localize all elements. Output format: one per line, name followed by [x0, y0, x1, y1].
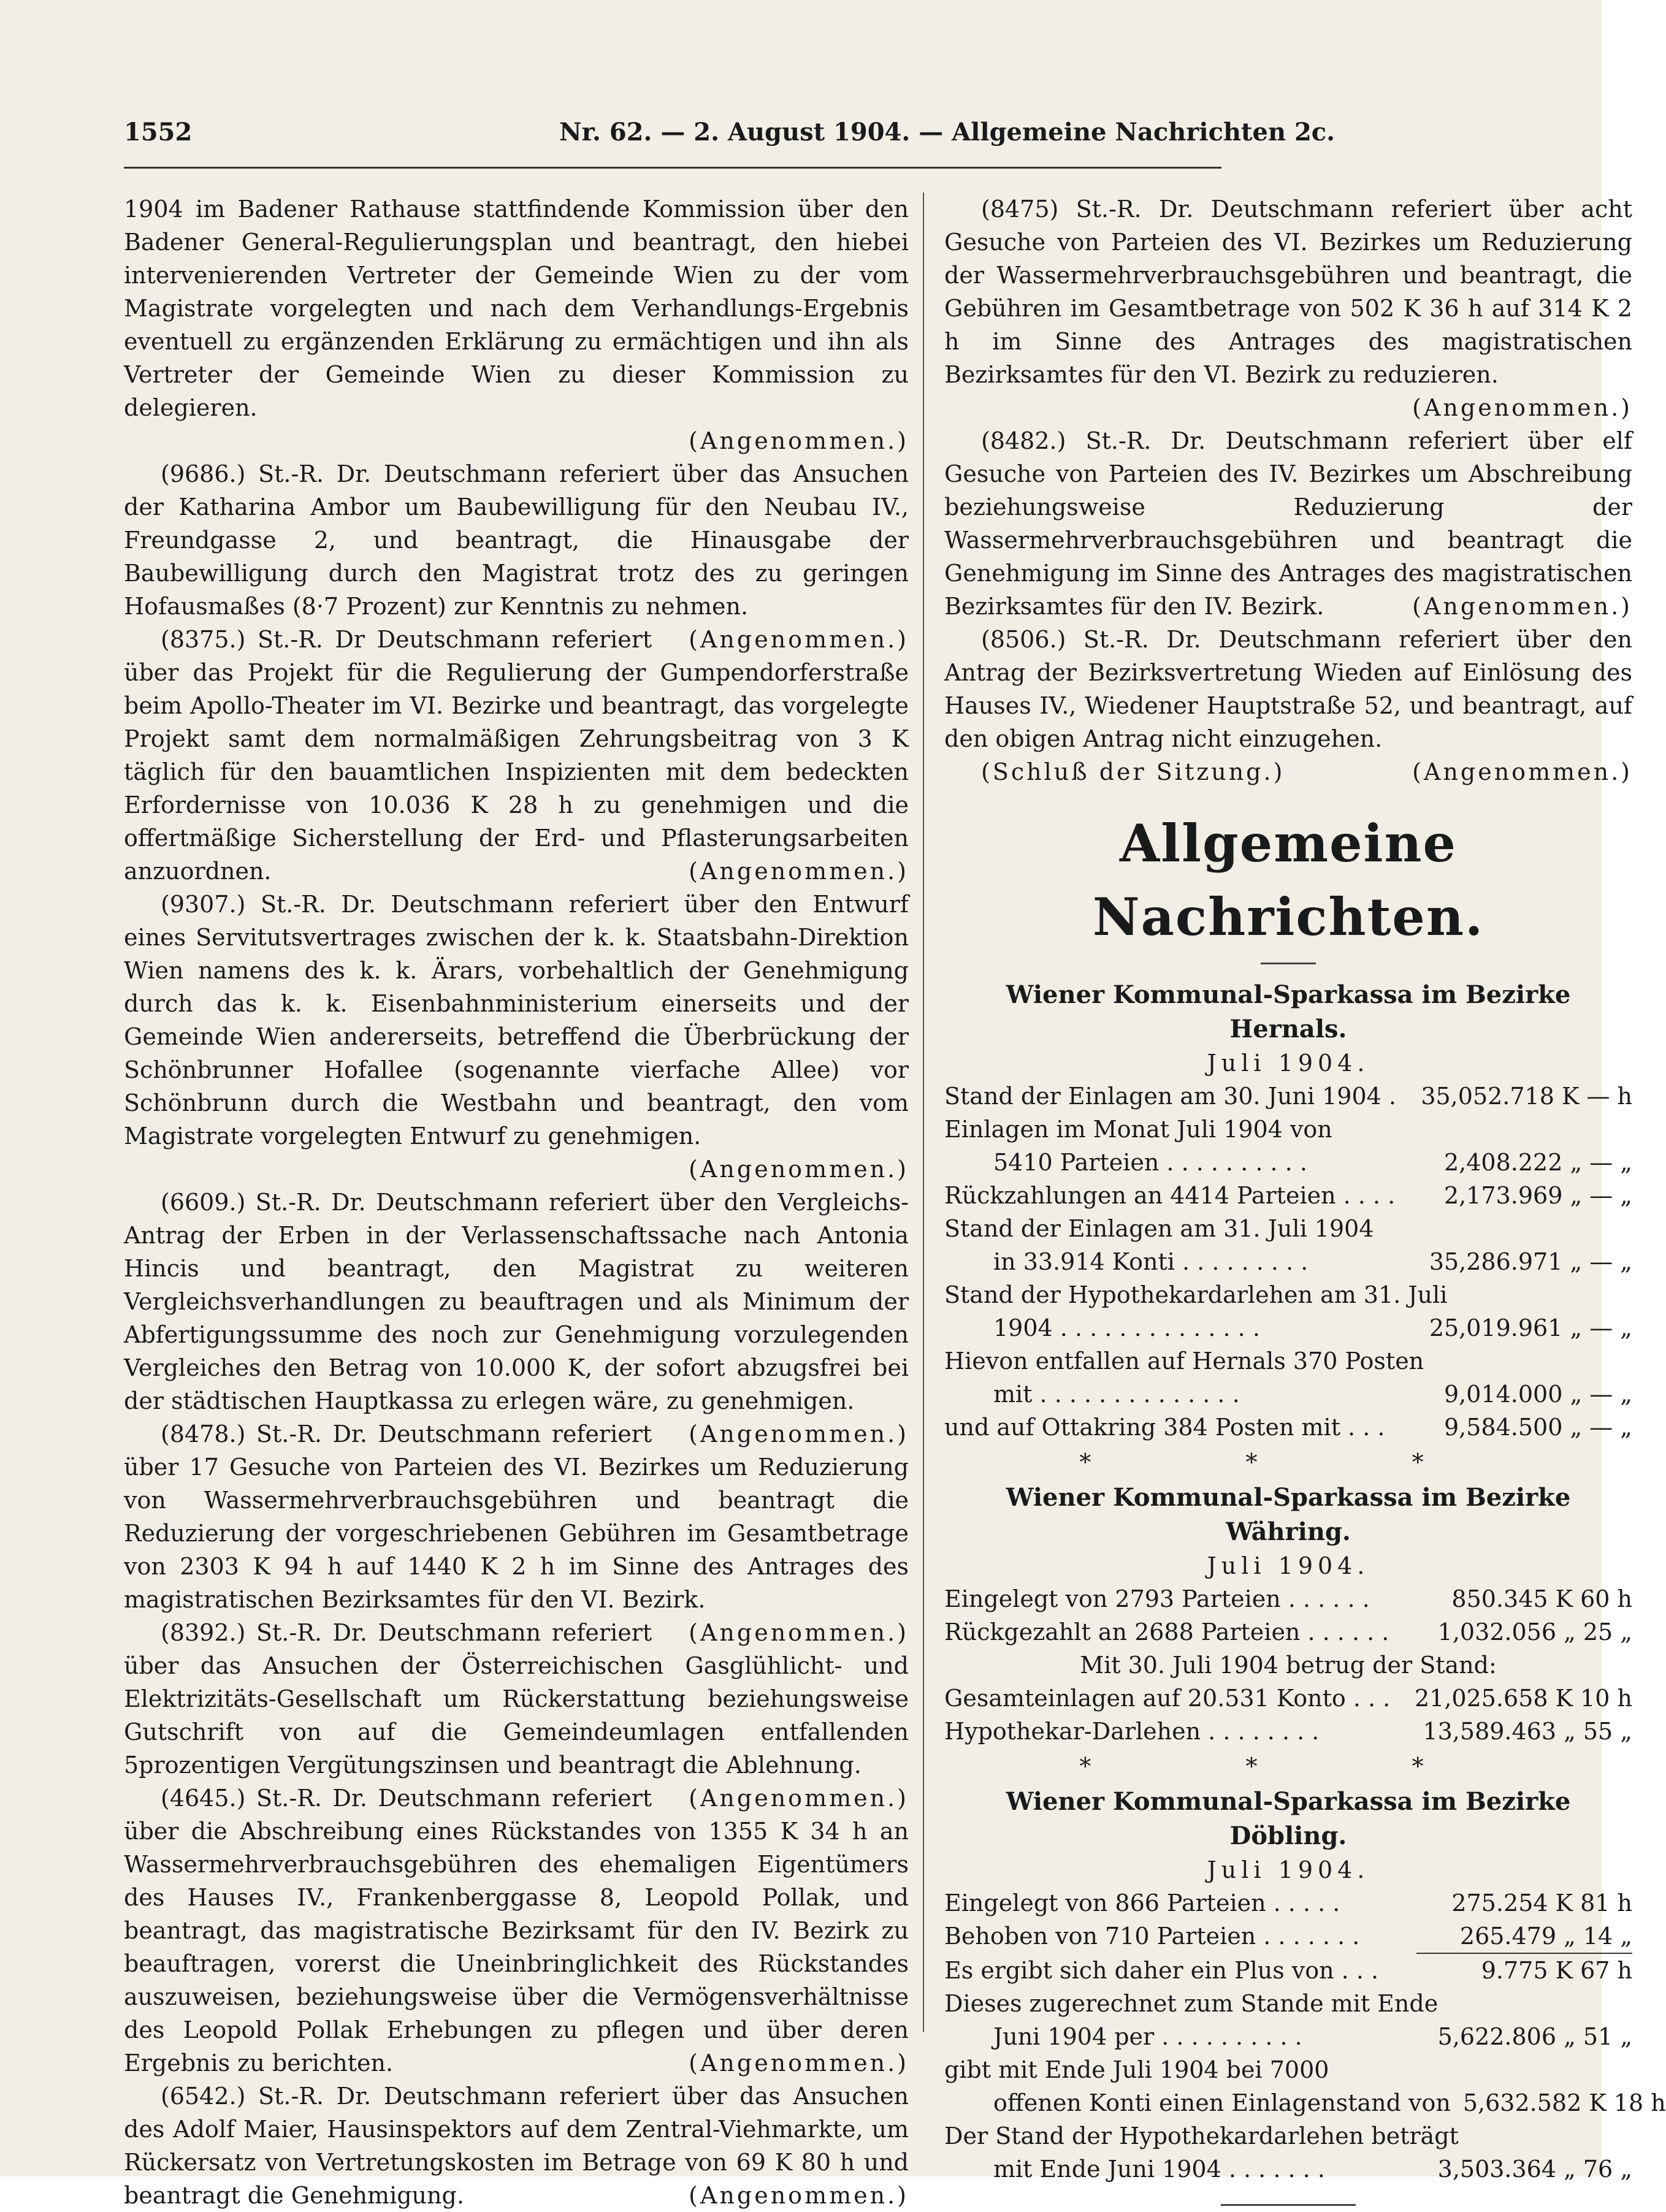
ledger-row: Rückzahlungen an 4414 Parteien . . . . 2,173.969 „ — „	[944, 1182, 1632, 1209]
news-title: Allgemeine Nachrichten.	[1092, 813, 1484, 947]
section-note: Mit 30. Juli 1904 betrug der Stand:	[1080, 1652, 1497, 1679]
section-separator: * * *	[1079, 1753, 1497, 1780]
result-note: (Angenommen.)	[1412, 394, 1632, 421]
ledger-row: Eingelegt von 866 Parteien . . . . . 275.254 K 81 h	[944, 1890, 1632, 1916]
ledger-row: 5410 Parteien . . . . . . . . . . 2,408.222 „ — „	[993, 1149, 1632, 1176]
ledger-row: Einlagen im Monat Juli 1904 von	[944, 1116, 1332, 1143]
section-separator: * * *	[1079, 1449, 1497, 1476]
ledger-row: Behoben von 710 Parteien . . . . . . . 265.479 „ 14 „	[944, 1923, 1632, 1950]
result-note: (Angenommen.)	[689, 1619, 909, 1646]
section-month: Juli 1904.	[1207, 1552, 1370, 1579]
ledger-row: Gesamteinlagen auf 20.531 Konto . . . 21,025.658 K 10 h	[944, 1685, 1632, 1712]
ledger-row: Juni 1904 per . . . . . . . . . . 5,622.806 „ 51 „	[993, 2023, 1632, 2050]
result-note: (Angenommen.)	[689, 2050, 909, 2077]
section-month: Juli 1904.	[1207, 1050, 1370, 1077]
ledger-row: offenen Konti einen Einlagenstand von 5,632.582 K 18 h	[993, 2089, 1666, 2116]
ledger-row: mit . . . . . . . . . . . . . . 9,014.000 „ — „	[993, 1381, 1632, 1408]
result-note: (Angenommen.)	[1412, 758, 1632, 785]
ledger-row: Hievon entfallen auf Hernals 370 Posten	[944, 1348, 1424, 1375]
section-heading: Wiener Kommunal-Sparkassa im Bezirke Hernals.	[1006, 980, 1571, 1043]
page-header	[124, 118, 1534, 167]
ledger-row: 1904 . . . . . . . . . . . . . . 25,019.961 „ — „	[993, 1314, 1632, 1341]
page-title: Nr. 62. — 2. August 1904. — Allgemeine Nachrichten 2c.	[559, 118, 1335, 147]
paragraph: 1904 im Badener Rathause stattfindende Kommission über den Badener General-Regulierungsplan und beantragt, den hiebei intervenierenden Vertreter der Gemeinde Wien zu der vom Magistrate vorgelegten und nach dem Verhandlungs-Ergebnis eventuell zu ergänzenden Erklärung zu ermächtigen und ihn als Vertreter der Gemeinde Wien zu dieser Kommission zu delegieren.	[124, 196, 909, 421]
result-note: (Angenommen.)	[689, 858, 909, 885]
section-month: Juli 1904.	[1207, 1856, 1370, 1883]
ledger-row: Stand der Einlagen am 31. Juli 1904	[944, 1215, 1374, 1242]
result-note: (Angenommen.)	[689, 1156, 909, 1183]
result-note: (Angenommen.)	[689, 427, 909, 454]
paragraph: (9307.) St.-R. Dr. Deutschmann referiert über den Entwurf eines Servitutsvertrages zwischen der k. k. Staatsbahn-Direktion Wien namens des k. k. Ärars, vorbehaltlich der Genehmigung durch das k. k. Eisenbahnministerium einerseits und der Gemeinde Wien andererseits, betreffend die Überbrückung der Schönbrunner Hofallee (sogenannte vierfache Allee) vor Schönbrunn durch die Westbahn und beantragt, den vom Magistrate vorgelegten Entwurf zu genehmigen.	[124, 891, 909, 1150]
end-rule	[1221, 2204, 1356, 2206]
left-column	[124, 193, 909, 2212]
paragraph: (8482.) St.-R. Dr. Deutschmann referiert über elf Gesuche von Parteien des IV. Bezirkes um Abschreibung beziehungsweise Reduzierung der Wassermehrverbrauchsgebühren und beantragt die Genehmigung im Sinne des Antrages des magistratischen Bezirksamtes für den IV. Bezirk. (Angenommen.)	[944, 424, 1632, 623]
result-note: (Angenommen.)	[689, 1421, 909, 1447]
ledger-row: in 33.914 Konti . . . . . . . . . 35,286.971 „ — „	[993, 1248, 1632, 1275]
paragraph: (9686.) St.-R. Dr. Deutschmann referiert über das Ansuchen der Katharina Ambor um Baubewilligung für den Neubau IV., Freundgasse 2, und beantragt, die Hinausgabe der Baubewilligung durch den Magistrat trotz des zu geringen Hofausmaßes (8·7 Prozent) zur Kenntnis zu nehmen. (Angenommen.)	[124, 457, 909, 623]
paragraph: (8506.) St.-R. Dr. Deutschmann referiert über den Antrag der Bezirksvertretung Wieden auf Einlösung des Hauses IV., Wiedener Hauptstraße 52, und beantragt, auf den obigen Antrag nicht einzugehen. (Angenommen.)	[944, 623, 1632, 755]
paragraph: (4645.) St.-R. Dr. Deutschmann referiert über die Abschreibung eines Rückstandes von 1355 K 34 h an Wassermehrverbrauchsgebühren des ehemaligen Eigentümers des Hauses IV., Frankenberggasse 8, Leopold Pollak, und beantragt, das magistratische Bezirksamt für den IV. Bezirk zu beauftragen, vorerst die Uneinbringlichkeit des Rückstandes auszuweisen, beziehungsweise über die Vermögensverhältnisse des Leopold Pollak Erhebungen zu pflegen und über deren Ergebnis zu berichten. (Angenommen.)	[124, 1782, 909, 2080]
ledger-row: Rückgezahlt an 2688 Parteien . . . . . . 1,032.056 „ 25 „	[944, 1619, 1632, 1646]
paragraph: (6542.) St.-R. Dr. Deutschmann referiert über das Ansuchen des Adolf Maier, Hausinspektors auf dem Zentral-Viehmarkte, um Rückersatz von Vertretungskosten im Betrage von 69 K 80 h und beantragt die Genehmigung. (Angenommen.)	[124, 2080, 909, 2212]
ledger-row: mit Ende Juni 1904 . . . . . . . 3,503.364 „ 76 „	[993, 2156, 1632, 2183]
section-hernals	[944, 978, 1632, 1444]
ledger-row: und auf Ottakring 384 Posten mit . . . 9,584.500 „ — „	[944, 1414, 1632, 1441]
ledger-row: Dieses zugerechnet zum Stande mit Ende	[944, 1990, 1439, 2017]
ledger-row: Der Stand der Hypothekardarlehen beträgt	[944, 2122, 1459, 2149]
result-note: (Angenommen.)	[689, 2182, 909, 2209]
paragraph: (8478.) St.-R. Dr. Deutschmann referiert über 17 Gesuche von Parteien des VI. Bezirkes um Reduzierung von Wassermehrverbrauchsgebühren und beantragt die Reduzierung der vorgeschriebenen Gebühren im Gesamtbetrage von 2303 K 94 h auf 1440 K 2 h im Sinne des Antrages des magistratischen Bezirksamtes für den VI. Bezirk. (Angenommen.)	[124, 1417, 909, 1616]
paragraph: (8375.) St.-R. Dr Deutschmann referiert über das Projekt für die Regulierung der Gumpendorferstraße beim Apollo-Theater im VI. Bezirke und beantragt, das vorgelegte Projekt samt dem normalmäßigen Zehrungsbeitrag von 3 K täglich für den bauamtlichen Inspizienten mit dem bedeckten Erfordernisse von 10.036 K 28 h zu genehmigen und die offertmäßige Sicherstellung der Erd- und Pflasterungsarbeiten anzuordnen. (Angenommen.)	[124, 623, 909, 888]
ledger-row: Stand der Hypothekardarlehen am 31. Juli	[944, 1281, 1448, 1308]
ledger-row: Eingelegt von 2793 Parteien . . . . . . 850.345 K 60 h	[944, 1585, 1632, 1612]
ledger-row: Hypothekar-Darlehen . . . . . . . . 13,589.463 „ 55 „	[944, 1718, 1632, 1745]
page-number: 1552	[124, 118, 193, 147]
result-note: (Angenommen.)	[689, 626, 909, 653]
column-divider	[923, 193, 924, 2032]
section-waehring	[944, 1481, 1632, 1748]
section-heading: Wiener Kommunal-Sparkassa im Bezirke Döbling.	[1006, 1787, 1571, 1850]
result-note: (Angenommen.)	[1412, 593, 1632, 620]
section-heading: Wiener Kommunal-Sparkassa im Bezirke Währing.	[1006, 1483, 1571, 1546]
ledger-row: Es ergibt sich daher ein Plus von . . . 9.775 K 67 h	[944, 1957, 1632, 1984]
result-note: (Angenommen.)	[689, 1785, 909, 1812]
section-doebling	[944, 1785, 1666, 2186]
paragraph: (8475) St.-R. Dr. Deutschmann referiert über acht Gesuche von Parteien des VI. Bezirkes um Reduzierung der Wassermehrverbrauchsgebühren und beantragt, die Gebühren im Gesamtbetrage von 502 K 36 h auf 314 K 2 h im Sinne des Antrages des magistratischen Bezirksamtes für den VI. Bezirk zu reduzieren.	[944, 196, 1632, 388]
paragraph: (6609.) St.-R. Dr. Deutschmann referiert über den Vergleichs-Antrag der Erben in der Verlassenschaftssache nach Antonia Hincis und beantragt, den Magistrat zu weiteren Vergleichsverhandlungen zu beauftragen und als Minimum der Abfertigungssumme des noch zur Genehmigung vorzulegenden Vergleiches den Betrag von 10.000 K, der sofort abzugsfrei bei der städtischen Hauptkassa zu erlegen wäre, zu genehmigen. (Angenommen.)	[124, 1186, 909, 1417]
right-column	[944, 193, 1666, 2206]
newspaper-sheet	[86, 86, 1666, 2209]
title-rule	[1261, 963, 1316, 964]
session-closing: (Schluß der Sitzung.)	[981, 758, 1285, 785]
ledger-row: Stand der Einlagen am 30. Juni 1904 . 35,052.718 K — h	[944, 1083, 1632, 1110]
ledger-row: gibt mit Ende Juli 1904 bei 7000	[944, 2056, 1329, 2083]
paragraph: (8392.) St.-R. Dr. Deutschmann referiert über das Ansuchen der Österreichischen Gasglühlicht- und Elektrizitäts-Gesellschaft um Rückerstattung beziehungsweise Gutschrift von auf die Gemeindeumlagen entfallenden 5prozentigen Vergütungszinsen und beantragt die Ablehnung. (Angenommen.)	[124, 1616, 909, 1782]
header-divider	[124, 167, 1221, 169]
